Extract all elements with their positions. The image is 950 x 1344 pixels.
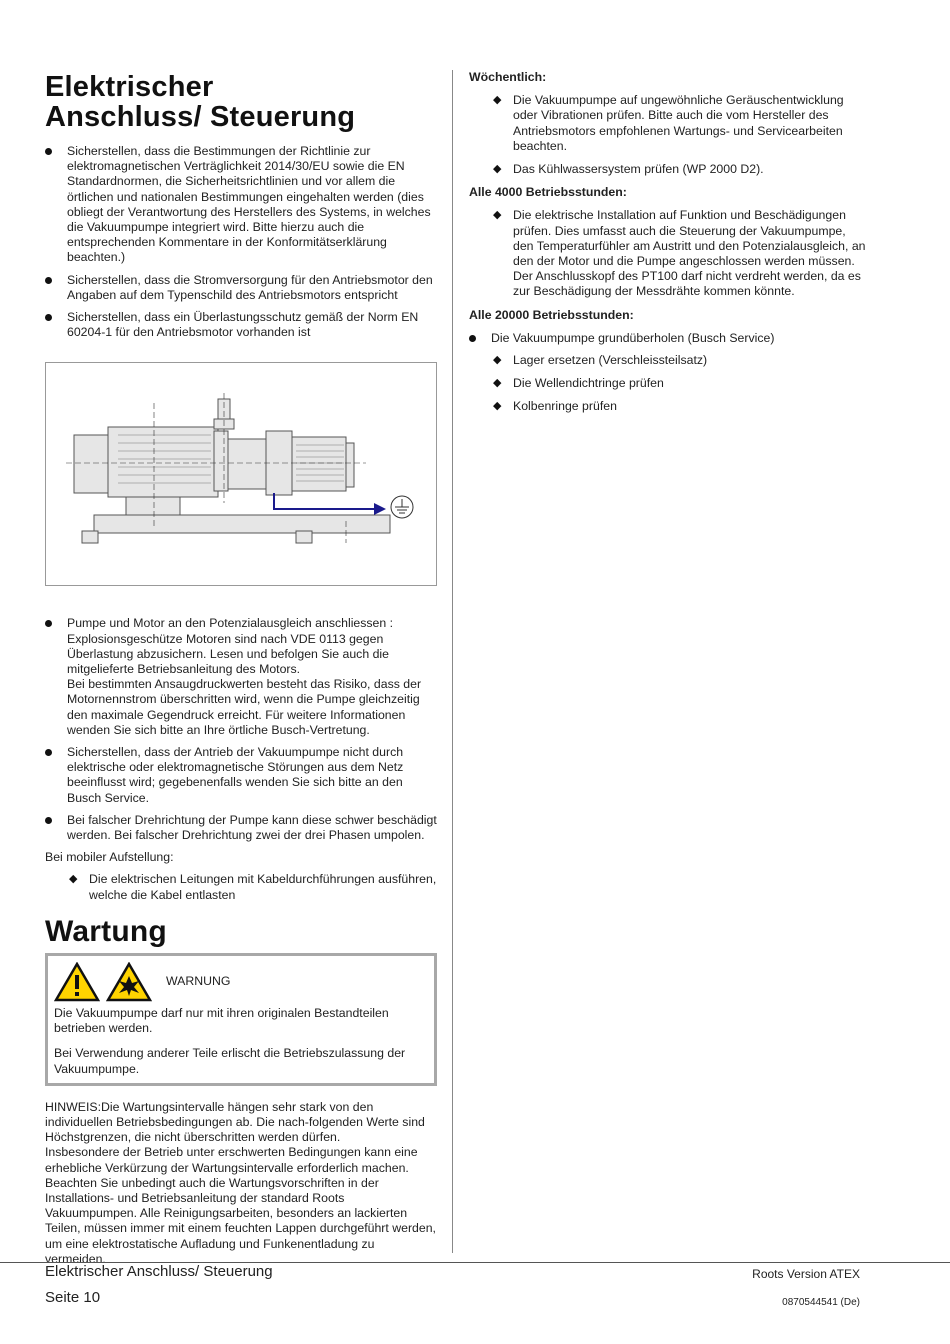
list-item: ◆ Die Wellendichtringe prüfen [493,376,664,391]
diamond-bullet-icon: ◆ [493,400,502,413]
list-item: ◆ Lager ersetzen (Verschleissteilsatz) [493,353,708,368]
hours-20000-heading: Alle 20000 Betriebsstunden: [469,307,634,322]
diamond-bullet-icon: ◆ [493,209,502,222]
list-item: Sicherstellen, dass die Bestimmungen der Richtlinie zur elektromagnetischen Verträglichkeit 2014/30/EU sowie die EN Standardnormen, die Sicherheitsrichtlinien und vor allem die örtlichen und nationalen Bestimmungen eingehalten werden (dies obliegt der Verantwortung des Herstellers des Systems, in welches die Vakuumpumpe integriert wird. Bitte hierzu auch die entsprechenden Kommentare in der Konformitätserklärung beachten.) [45,144,437,266]
diamond-bullet-icon: ◆ [493,94,502,107]
bullet-dot-icon [45,277,52,284]
connection-checklist-bottom [45,616,437,843]
hours-20000-sublist [469,353,869,415]
bullet-dot-icon [45,314,52,321]
left-column [45,72,437,1274]
list-item: ◆ Die Vakuumpumpe auf ungewöhnliche Geräuschentwicklung oder Vibrationen prüfen. Bitte auch die vom Hersteller des Antriebsmotors empfohlenen Wartungs- und Servicearbeiten beachten. [493,93,844,153]
pump-motor-grounding-figure [45,362,437,586]
bullet-dot-icon [45,148,52,155]
right-column [469,70,869,423]
section-heading-wartung: Wartung [45,914,167,948]
diamond-bullet-icon: ◆ [493,377,502,390]
bullet-dot-icon [45,620,52,627]
mobile-setup-label: Bei mobiler Aufstellung: [45,850,174,865]
list-item: Die Vakuumpumpe grundüberholen (Busch Service) [469,331,869,346]
hours-4000-list [469,208,869,299]
diamond-bullet-icon: ◆ [493,163,502,176]
warning-triangle-icon [54,962,100,1002]
list-item: ◆ Kolbenringe prüfen [493,399,617,414]
diamond-bullet-icon: ◆ [69,873,78,886]
warning-header [54,962,420,1002]
hours-4000-heading: Alle 4000 Betriebsstunden: [469,185,627,200]
list-item: ◆ Die elektrischen Leitungen mit Kabeldurchführungen ausführen, welche die Kabel entlasten [69,872,437,902]
footer-product: Roots Version ATEX [752,1267,860,1281]
footer-doc-number: 0870544541 (De) [782,1297,860,1308]
diamond-bullet-icon: ◆ [493,354,502,367]
list-item: Sicherstellen, dass die Stromversorgung für den Antriebsmotor den Angaben auf dem Typenschild des Antriebsmotors entspricht [45,273,437,303]
warning-label: WARNUNG [166,974,231,989]
warning-box [45,953,437,1086]
footer-page-number: Seite 10 [45,1289,101,1306]
connection-checklist-top [45,144,437,340]
list-item: Sicherstellen, dass der Antrieb der Vakuumpumpe nicht durch elektrische oder elektromagnetische Störungen aus dem Netz beeinflusst wird; gegebenenfalls wenden Sie sich bitte an den Busch Service. [45,745,437,806]
list-item: Sicherstellen, dass ein Überlastungsschutz gemäß der Norm EN 60204-1 für den Antriebsmotor vorhanden ist [45,310,437,340]
maintenance-note: HINWEIS:Die Wartungsintervalle hängen sehr stark von den individuellen Betriebsbedingungen ab. Die nach-folgenden Werte sind Höchstgrenzen, die nicht überschritten werden dürfen. Insbesondere der Betrieb unter erschwerten Bedingungen kann eine erhebliche Verkürzung der Wartungsintervalle erforderlich machen. Beachten Sie unbedingt auch die Wartungsvorschriften in der Installations- und Betriebsanleitung der standard Roots Vakuumpumpen. Alle Reinigungsarbeiten, besonders an lackierten Teilen, müssen immer mit einem feuchten Lappen durchgeführt werden, um eine elektrostatische Aufladung und Funkenentladung zu vermeiden. [45,1099,436,1266]
mobile-setup-list [45,872,437,902]
hours-20000-list [469,331,869,346]
column-divider [452,70,453,1253]
list-item: Bei falscher Drehrichtung der Pumpe kann diese schwer beschädigt werden. Bei falscher Drehrichtung zwei der drei Phasen umpolen. [45,813,437,843]
bullet-dot-icon [45,817,52,824]
warning-text-2: Bei Verwendung anderer Teile erlischt die Betriebszulassung der Vakuumpumpe. [54,1046,406,1076]
warning-text-1: Die Vakuumpumpe darf nur mit ihren originalen Bestandteilen betrieben werden. [54,1005,389,1036]
section-heading-elektrischer-anschluss: Elektrischer Anschluss/ Steuerung [45,71,356,133]
explosion-hazard-icon [106,962,152,1002]
weekly-list [469,93,869,177]
pump-motor-drawing [46,363,436,585]
bullet-dot-icon [45,749,52,756]
list-item: ◆ Die elektrische Installation auf Funktion und Beschädigungen prüfen. Dies umfasst auch die Steuerung der Vakuumpumpe, den Temperaturfühler am Austritt und den Potenzialausgleich, an den der Motor und die Pumpe angeschlossen werden müssen. Der Anschlusskopf des PT100 darf nicht verdreht werden, da es zur Beschädigung der Messdrähte kommen könnte. [493,208,866,299]
footer-section-title: Elektrischer Anschluss/ Steuerung [45,1263,273,1280]
list-item: ◆ Das Kühlwassersystem prüfen (WP 2000 D2). [493,162,764,177]
list-item: Pumpe und Motor an den Potenzialausgleich anschliessen : Explosionsgeschütze Motoren sind nach VDE 0113 gegen Überlastung abzusichern. Lesen und befolgen Sie auch die mitgelieferte Betriebsanleitung des Motors. Bei bestimmten Ansaugdruckwerten besteht das Risiko, dass der Motornennstrom überschritten wird, wenn die Pumpe gleichzeitig den maximale Gegendruck erreicht. Für weitere Informationen wenden Sie sich bitte an Ihre örtliche Busch-Vertretung. [45,616,437,738]
bullet-dot-icon [469,335,476,342]
weekly-heading: Wöchentlich: [469,70,547,84]
